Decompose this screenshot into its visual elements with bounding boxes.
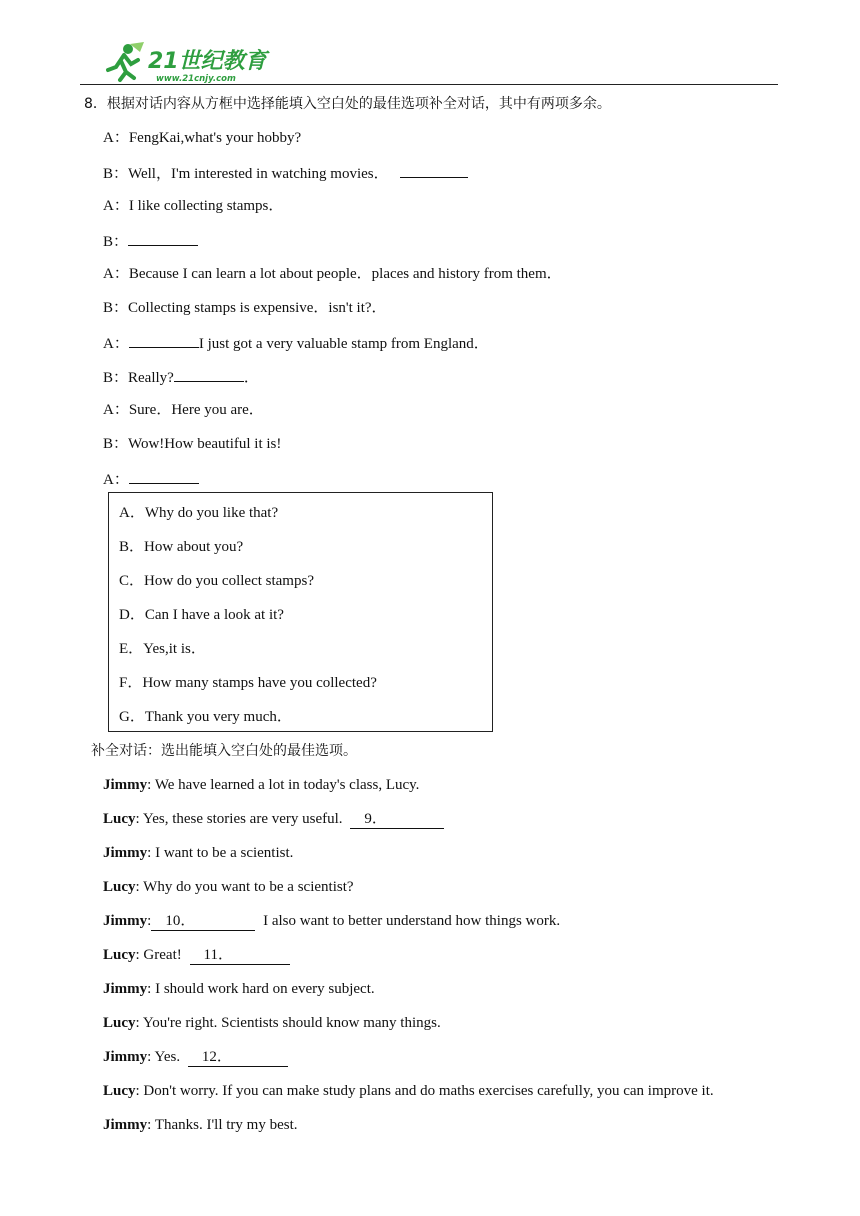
s2-line-2 bbox=[103, 809, 444, 829]
s2-line-8 bbox=[103, 1013, 441, 1033]
line-text: Collecting stamps is expensive．isn't it?． bbox=[128, 300, 387, 316]
answer-blank-9[interactable]: 9． bbox=[350, 810, 444, 829]
line-text: I like collecting stamps． bbox=[128, 198, 284, 214]
line-text: FengKai,what's your hobby? bbox=[128, 130, 302, 146]
answer-blank[interactable] bbox=[129, 332, 199, 348]
speaker-name: Lucy bbox=[103, 1015, 136, 1031]
dialog-line-8 bbox=[103, 366, 259, 388]
dialog-line-4 bbox=[103, 230, 198, 252]
answer-blank-10[interactable]: 10． bbox=[151, 912, 255, 931]
section2-instruction: 补全对话：选出能填入空白处的最佳选项。 bbox=[91, 743, 357, 759]
line-text: : Yes. bbox=[147, 1049, 181, 1065]
dialog-line-1 bbox=[103, 128, 301, 148]
s2-line-10 bbox=[103, 1081, 714, 1101]
dialog-line-10 bbox=[103, 434, 281, 454]
line-text: Well，I'm interested in watching movies． bbox=[128, 166, 389, 182]
line-text: : Yes, these stories are very useful. bbox=[135, 811, 343, 827]
speaker-label: A： bbox=[103, 266, 129, 282]
dialog-line-2 bbox=[103, 162, 468, 184]
logo-url: www.21cnjy.com bbox=[156, 74, 236, 84]
answer-blank-11[interactable]: 11． bbox=[190, 946, 290, 965]
answer-blank-12[interactable]: 12． bbox=[188, 1048, 288, 1067]
answer-blank[interactable] bbox=[400, 162, 468, 178]
line-text: Wow!How beautiful it is! bbox=[128, 436, 282, 452]
speaker-name: Lucy bbox=[103, 811, 136, 827]
line-text: : I want to be a scientist. bbox=[147, 845, 294, 861]
option-d[interactable]: D．Can I have a look at it? bbox=[119, 607, 284, 623]
line-text: : We have learned a lot in today's class, Lucy. bbox=[147, 777, 420, 793]
line-text: : I should work hard on every subject. bbox=[147, 981, 375, 997]
speaker-name: Lucy bbox=[103, 879, 136, 895]
s2-line-4 bbox=[103, 877, 354, 897]
line-text: Because I can learn a lot about people．places and history from them． bbox=[128, 266, 562, 282]
line-text: Really? bbox=[128, 370, 174, 386]
s2-line-5 bbox=[103, 911, 560, 931]
s2-line-7 bbox=[103, 979, 375, 999]
speaker-name: Jimmy bbox=[103, 981, 148, 997]
q8-instruction-text: 根据对话内容从方框中选择能填入空白处的最佳选项补全对话，其中有两项多余。 bbox=[106, 96, 611, 112]
logo-21cnjy bbox=[104, 40, 274, 84]
option-c[interactable]: C．How do you collect stamps? bbox=[119, 573, 314, 589]
line-text: I just got a very valuable stamp from England． bbox=[198, 336, 489, 352]
option-a[interactable]: A．Why do you like that? bbox=[119, 505, 279, 521]
answer-blank[interactable] bbox=[129, 468, 199, 484]
q8-instruction bbox=[84, 94, 611, 114]
answer-blank[interactable] bbox=[128, 230, 198, 246]
dialog-line-9 bbox=[103, 400, 264, 420]
page-header bbox=[0, 0, 860, 88]
speaker-label: B： bbox=[103, 300, 129, 316]
speaker-name: Jimmy bbox=[103, 1049, 148, 1065]
option-f[interactable]: F．How many stamps have you collected? bbox=[119, 675, 377, 691]
speaker-name: Lucy bbox=[103, 947, 136, 963]
speaker-label: B： bbox=[103, 166, 129, 182]
header-rule bbox=[80, 84, 778, 85]
line-text: : Thanks. I'll try my best. bbox=[147, 1117, 298, 1133]
line-text: : You're right. Scientists should know many things. bbox=[135, 1015, 441, 1031]
answer-blank[interactable] bbox=[174, 366, 244, 382]
option-g[interactable]: G．Thank you very much． bbox=[119, 709, 292, 725]
dialog-line-11 bbox=[103, 468, 199, 490]
speaker-name: Jimmy bbox=[103, 777, 148, 793]
s2-line-6 bbox=[103, 945, 290, 965]
speaker-label: A： bbox=[103, 472, 129, 488]
speaker-name: Lucy bbox=[103, 1083, 136, 1099]
speaker-label: B： bbox=[103, 436, 129, 452]
options-box bbox=[108, 492, 493, 732]
speaker-label: B： bbox=[103, 234, 129, 250]
s2-line-9 bbox=[103, 1047, 288, 1067]
dialog-line-5 bbox=[103, 264, 562, 284]
speaker-name: Jimmy bbox=[103, 1117, 148, 1133]
line-text: : Great! bbox=[135, 947, 182, 963]
speaker-label: A： bbox=[103, 402, 129, 418]
s2-line-1 bbox=[103, 775, 419, 795]
speaker-label: A： bbox=[103, 198, 129, 214]
s2-line-3 bbox=[103, 843, 293, 863]
line-text-after: I also want to better understand how things work. bbox=[263, 913, 561, 929]
option-b[interactable]: B．How about you? bbox=[119, 539, 244, 555]
dialog-line-7 bbox=[103, 332, 489, 354]
logo-text: 21世纪教育 bbox=[148, 49, 267, 74]
line-text: Sure．Here you are． bbox=[128, 402, 264, 418]
line-text: : Don't worry. If you can make study plans and do maths exercises carefully, you can improve it. bbox=[135, 1083, 714, 1099]
q8-number: 8． bbox=[84, 96, 107, 112]
dialog-line-6 bbox=[103, 298, 387, 318]
dialog-line-3 bbox=[103, 196, 283, 216]
speaker-name: Jimmy bbox=[103, 913, 148, 929]
speaker-name: Jimmy bbox=[103, 845, 148, 861]
speaker-label: A： bbox=[103, 336, 129, 352]
option-e[interactable]: E．Yes,it is． bbox=[119, 641, 206, 657]
s2-line-11 bbox=[103, 1115, 298, 1135]
speaker-label: B： bbox=[103, 370, 129, 386]
line-text-after: ． bbox=[243, 370, 259, 386]
speaker-label: A： bbox=[103, 130, 129, 146]
line-text: : bbox=[147, 913, 152, 929]
line-text: : Why do you want to be a scientist? bbox=[135, 879, 354, 895]
